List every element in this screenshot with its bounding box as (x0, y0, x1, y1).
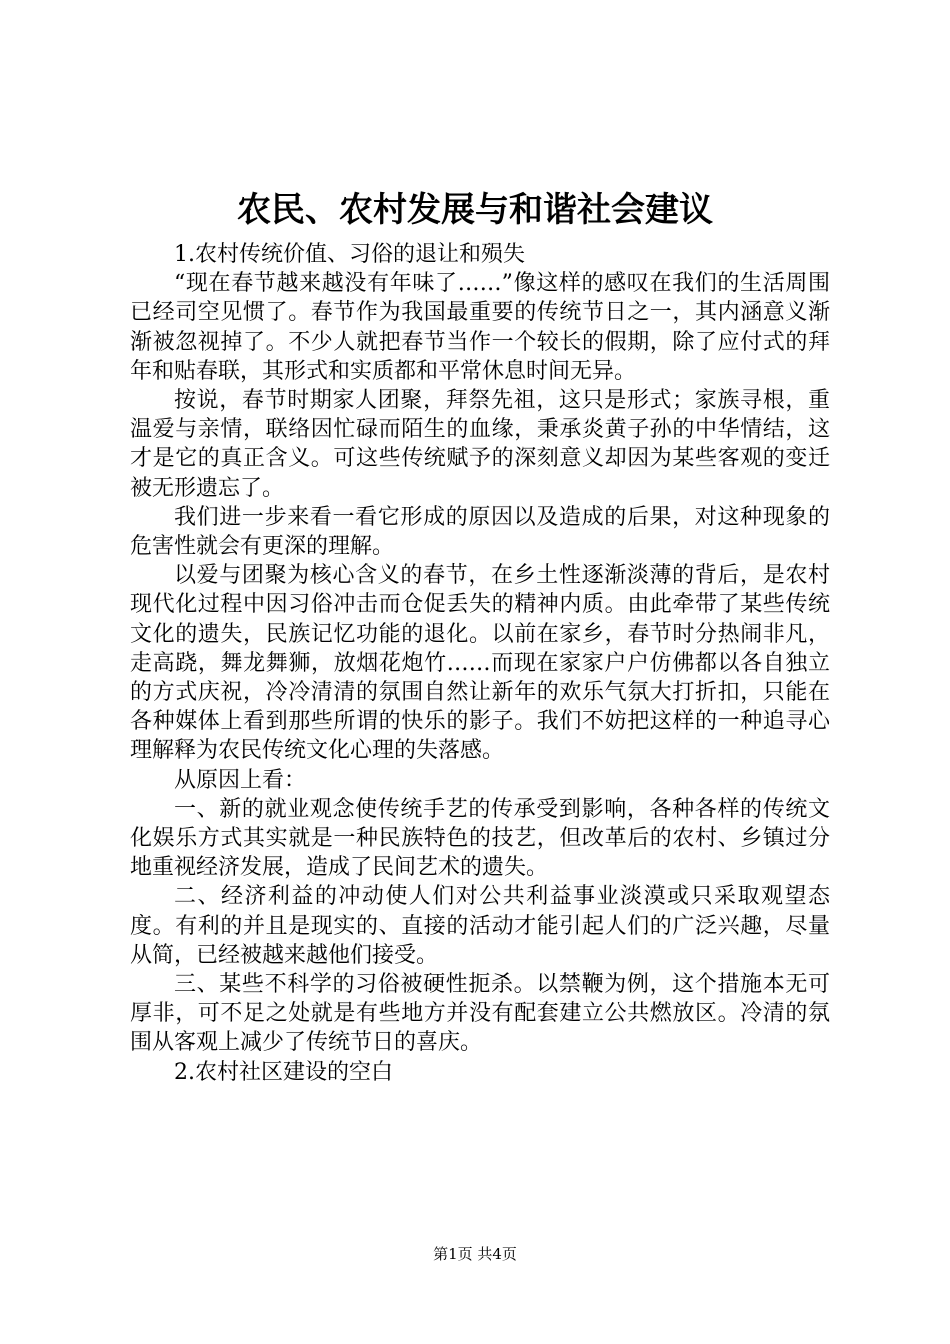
paragraph: 一、新的就业观念使传统手艺的传承受到影响，各种各样的传统文化娱乐方式其实就是一种民族特色的技艺，但改革后的农村、乡镇过分地重视经济发展，造成了民间艺术的遗失。 (130, 796, 830, 881)
paragraph: 三、某些不科学的习俗被硬性扼杀。以禁鞭为例，这个措施本无可厚非，可不足之处就是有些地方并没有配套建立公共燃放区。冷清的氛围从客观上减少了传统节日的喜庆。 (130, 972, 830, 1056)
paragraph: 以爱与团聚为核心含义的春节，在乡土性逐渐淡薄的背后，是农村现代化过程中因习俗冲击而仓促丢失的精神内质。由此牵带了某些传统文化的遗失，民族记忆功能的退化。以前在家乡，春节时分热闹非凡，走高跷，舞龙舞狮，放烟花炮竹……而现在家家户户仿佛都以各自独立的方式庆祝，冷冷清清的氛围自然让新年的欢乐气氛大打折扣，只能在各种媒体上看到那些所谓的快乐的影子。我们不妨把这样的一种追寻心理解释为农民传统文化心理的失落感。 (130, 563, 830, 764)
section-heading-2: 2.农村社区建设的空白 (174, 1059, 393, 1085)
section-heading-1: 1.农村传统价值、习俗的退让和殒失 (174, 242, 525, 267)
paragraph: 按说，春节时期家人团聚，拜祭先祖，这只是形式；家族寻根，重温爱与亲情，联络因忙碌而陌生的血缘，秉承炎黄子孙的中华情结，这才是它的真正含义。可这些传统赋予的深刻意义却因为某些客观的变迁被无形遗忘了。 (130, 388, 830, 501)
paragraph: 二、经济利益的冲动使人们对公共利益事业淡漠或只采取观望态度。有利的并且是现实的、直接的活动才能引起人们的广泛兴趣，尽量从简，已经被越来越他们接受。 (130, 884, 830, 968)
paragraph: 从原因上看： (174, 767, 307, 793)
document-body (130, 240, 830, 1087)
paragraph: 我们进一步来看一看它形成的原因以及造成的后果，对这种现象的危害性就会有更深的理解。 (130, 504, 830, 560)
page-footer: 第1页 共4页 (433, 1245, 517, 1263)
paragraph: “现在春节越来越没有年味了……”像这样的感叹在我们的生活周围已经司空见惯了。春节作为我国最重要的传统节日之一，其内涵意义渐渐被忽视掉了。不少人就把春节当作一个较长的假期，除了应付式的拜年和贴春联，其形式和实质都和平常休息时间无异。 (130, 271, 830, 384)
document-title: 农民、农村发展与和谐社会建议 (237, 190, 713, 230)
